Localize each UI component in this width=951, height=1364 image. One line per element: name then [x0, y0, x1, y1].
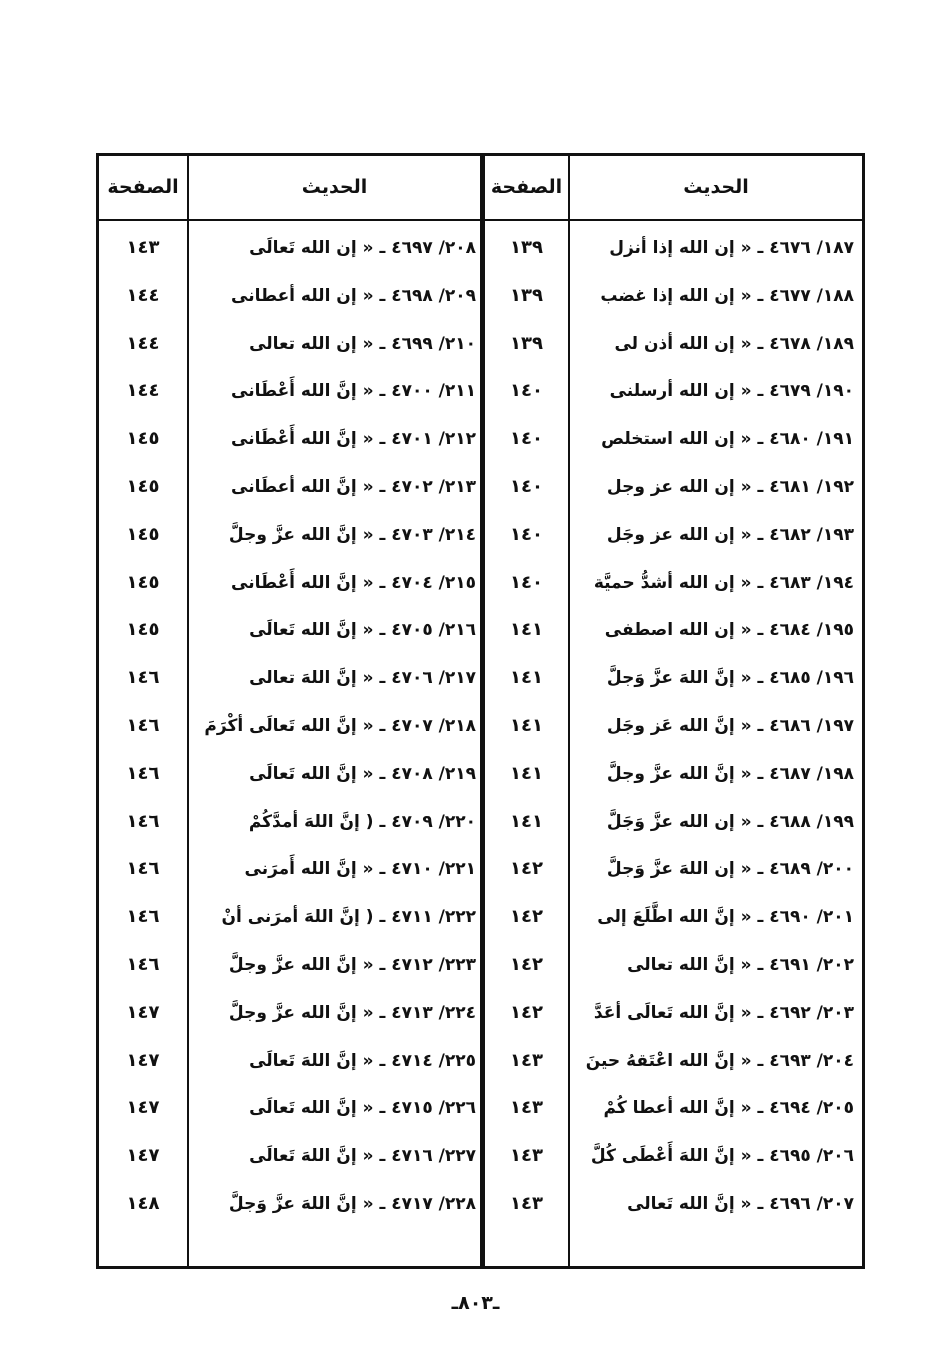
- header-page-left: الصفحة: [107, 176, 179, 198]
- hadith-entry: ١٩٩/ ٤٦٨٨ ـ « إن الله عزَّ وَجَلَّ: [606, 811, 854, 832]
- page-ref: ١٤٧: [126, 1145, 160, 1167]
- hadith-entry: ٢٢٨/ ٤٧١٧ ـ « إنَّ اللهَ عزَّ وَجلَّ: [228, 1194, 476, 1214]
- hadith-entry: ١٨٩/ ٤٦٧٨ ـ « إن الله أذن لى: [614, 333, 854, 354]
- hadith-entry: ٢٠١/ ٤٦٩٠ ـ « إنَّ الله اطَّلَعَ إلى: [597, 907, 854, 928]
- page-ref: ١٤١: [510, 619, 543, 641]
- hadith-entry: ١٩٤/ ٤٦٨٣ ـ « إن الله أشدُّ حميَّة: [593, 572, 854, 593]
- page-ref: ١٤٥: [126, 428, 160, 450]
- page-ref: ١٤٣: [510, 1145, 543, 1167]
- hadith-entry: ١٩٨/ ٤٦٨٧ ـ « إنَّ الله عزَّ وجلَّ: [606, 763, 854, 784]
- hadith-entry: ٢١٤/ ٤٧٠٣ ـ « إنَّ الله عزَّ وجلَّ: [228, 524, 476, 545]
- page-ref: ١٤٣: [126, 237, 160, 258]
- page-ref: ١٤١: [510, 810, 543, 832]
- hadith-entry: ٢٠٧/ ٤٦٩٦ ـ « إنَّ الله تَعالى: [627, 1194, 854, 1214]
- page-ref: ١٤٢: [510, 954, 543, 975]
- page-ref: ١٤١: [510, 762, 543, 784]
- page-ref: ١٤٠: [510, 571, 543, 593]
- page-ref: ١٤٥: [126, 571, 160, 593]
- page-ref: ١٤٠: [510, 380, 543, 402]
- hadith-entry: ٢٢٧/ ٤٧١٦ ـ « إنَّ اللهَ تَعالَى: [249, 1146, 476, 1167]
- column-divider: [568, 156, 570, 1266]
- hadith-entry: ٢٠٦/ ٤٦٩٥ ـ « إنَّ اللهَ أَعْطَى كُلَّ: [590, 1146, 854, 1167]
- page-ref: ١٤٧: [126, 1001, 160, 1023]
- page-ref: ١٤٤: [126, 332, 160, 354]
- hadith-entry: ٢٢٣/ ٤٧١٢ ـ « إنَّ الله عزَّ وجلَّ: [228, 955, 476, 975]
- hadith-entry: ٢٢٤/ ٤٧١٣ ـ « إنَّ الله عزَّ وجلَّ: [228, 1002, 476, 1023]
- hadith-entry: ٢٠٥/ ٤٦٩٤ ـ « إنَّ الله أعطا كُمْ: [603, 1098, 854, 1119]
- hadith-entry: ٢١٨/ ٤٧٠٧ ـ « إنَّ الله تَعالَى أكْرَمَ: [204, 716, 476, 736]
- hadith-entry: ١٩٦/ ٤٦٨٥ ـ « إنَّ اللهَ عزَّ وَجلَّ: [606, 668, 854, 689]
- page-ref: ١٤٠: [510, 476, 543, 497]
- page-ref: ١٤٤: [126, 284, 160, 306]
- hadith-entry: ٢١٧/ ٤٧٠٦ ـ « إنَّ اللهَ تعالى: [249, 668, 476, 689]
- page-ref: ١٤١: [510, 715, 543, 736]
- hadith-entry: ٢٠٣/ ٤٦٩٢ ـ « إنَّ الله تَعالَى أعَدَّ: [593, 1002, 854, 1023]
- hadith-entry: ٢١٦/ ٤٧٠٥ ـ « إنَّ الله تَعالَى: [249, 620, 476, 641]
- hadith-entry: ٢١٩/ ٤٧٠٨ ـ « إنَّ الله تَعالَى: [249, 763, 476, 784]
- hadith-entry: ٢٢٠/ ٤٧٠٩ ـ ( إنَّ اللهَ أمدَّكُمْ: [248, 811, 476, 832]
- hadith-entry: ٢٠٠/ ٤٦٨٩ ـ « إن اللهَ عزَّ وَجلَّ: [606, 859, 854, 880]
- page-ref: ١٤٦: [126, 954, 160, 975]
- page-ref: ١٣٩: [510, 284, 543, 306]
- hadith-entry: ١٩١/ ٤٦٨٠ ـ « إن الله استخلص: [601, 429, 854, 450]
- header-hadith-left: الحديث: [301, 176, 368, 198]
- hadith-entry: ١٨٨/ ٤٦٧٧ ـ « إن الله إذا غضب: [600, 285, 854, 306]
- hadith-entry: ٢١٣/ ٤٧٠٢ ـ « إنَّ الله أعطَانى: [231, 477, 476, 497]
- hadith-entry: ١٩٧/ ٤٦٨٦ ـ « إنَّ الله عَز وجَل: [606, 716, 854, 736]
- page-ref: ١٣٩: [510, 237, 543, 258]
- page-ref: ١٤٦: [126, 810, 160, 832]
- hadith-entry: ٢٠٩/ ٤٦٩٨ ـ « إن الله أعطانى: [231, 285, 476, 306]
- page-ref: ١٤١: [510, 667, 543, 689]
- hadith-entry: ٢٢٥/ ٤٧١٤ ـ « إنَّ اللهَ تَعالَى: [249, 1050, 476, 1071]
- page-ref: ١٤٣: [510, 1049, 543, 1071]
- page-ref: ١٤٠: [510, 428, 543, 450]
- hadith-entry: ٢٠٢/ ٤٦٩١ ـ « إنَّ الله تعالى: [627, 955, 854, 975]
- hadith-entry: ٢٢١/ ٤٧١٠ ـ « إنَّ الله أَمرَنى: [244, 859, 476, 880]
- page-ref: ١٤٥: [126, 619, 160, 641]
- page-ref: ١٤٢: [510, 906, 543, 928]
- hadith-entry: ١٨٧/ ٤٦٧٦ ـ « إن الله إذا أنزل: [609, 238, 854, 258]
- page-ref: ١٤٦: [126, 906, 160, 928]
- hadith-entry: ١٩٥/ ٤٦٨٤ ـ « إن الله اصطفى: [604, 620, 854, 641]
- hadith-entry: ٢١٠/ ٤٦٩٩ ـ « إن الله تعالى: [249, 333, 476, 354]
- page-ref: ١٤٢: [510, 858, 543, 880]
- page-ref: ١٣٩: [510, 332, 543, 354]
- page-ref: ١٤٣: [510, 1097, 543, 1119]
- page-ref: ١٤٨: [126, 1193, 160, 1214]
- hadith-entry: ٢٠٤/ ٤٦٩٣ ـ « إنَّ الله اعْتَقهُ حينَ: [585, 1050, 854, 1071]
- page-ref: ١٤٠: [510, 523, 543, 545]
- header-hadith-right: الحديث: [683, 176, 749, 198]
- header-divider: [99, 219, 862, 221]
- column-divider: [187, 156, 189, 1266]
- page-ref: ١٤٧: [126, 1049, 160, 1071]
- page-ref: ١٤٧: [126, 1097, 160, 1119]
- page-ref: ١٤٦: [126, 762, 160, 784]
- hadith-entry: ٢٠٨/ ٤٦٩٧ ـ « إن الله تَعالَى: [249, 238, 476, 258]
- page-ref: ١٤٥: [126, 476, 160, 497]
- hadith-entry: ٢١١/ ٤٧٠٠ ـ « إنَّ الله أَعْطَانى: [231, 381, 476, 402]
- page-ref: ١٤٣: [510, 1193, 543, 1214]
- hadith-entry: ١٩٣/ ٤٦٨٢ ـ « إن الله عز وجَل: [606, 524, 854, 545]
- page-ref: ١٤٦: [126, 715, 160, 736]
- page-ref: ١٤٢: [510, 1001, 543, 1023]
- index-table: [96, 153, 865, 1269]
- hadith-entry: ٢٢٢/ ٤٧١١ ـ ( إنَّ اللهَ أمرَنى أنْ: [221, 907, 476, 928]
- hadith-entry: ٢٢٦/ ٤٧١٥ ـ « إنَّ الله تَعالَى: [249, 1098, 476, 1119]
- page-number: ـ٨٠٣ـ: [451, 1292, 500, 1314]
- hadith-entry: ٢١٥/ ٤٧٠٤ ـ « إنَّ الله أَعْطَانى: [231, 572, 476, 593]
- page-ref: ١٤٥: [126, 523, 160, 545]
- page-ref: ١٤٤: [126, 380, 160, 402]
- page-ref: ١٤٦: [126, 667, 160, 689]
- page-ref: ١٤٦: [126, 858, 160, 880]
- header-page-right: الصفحة: [490, 176, 563, 198]
- hadith-entry: ١٩٢/ ٤٦٨١ ـ « إن الله عز وجل: [606, 477, 854, 497]
- hadith-entry: ٢١٢/ ٤٧٠١ ـ « إنَّ الله أَعْطَانى: [231, 429, 476, 450]
- hadith-entry: ١٩٠/ ٤٦٧٩ ـ « إن الله أرسلنى: [609, 381, 854, 402]
